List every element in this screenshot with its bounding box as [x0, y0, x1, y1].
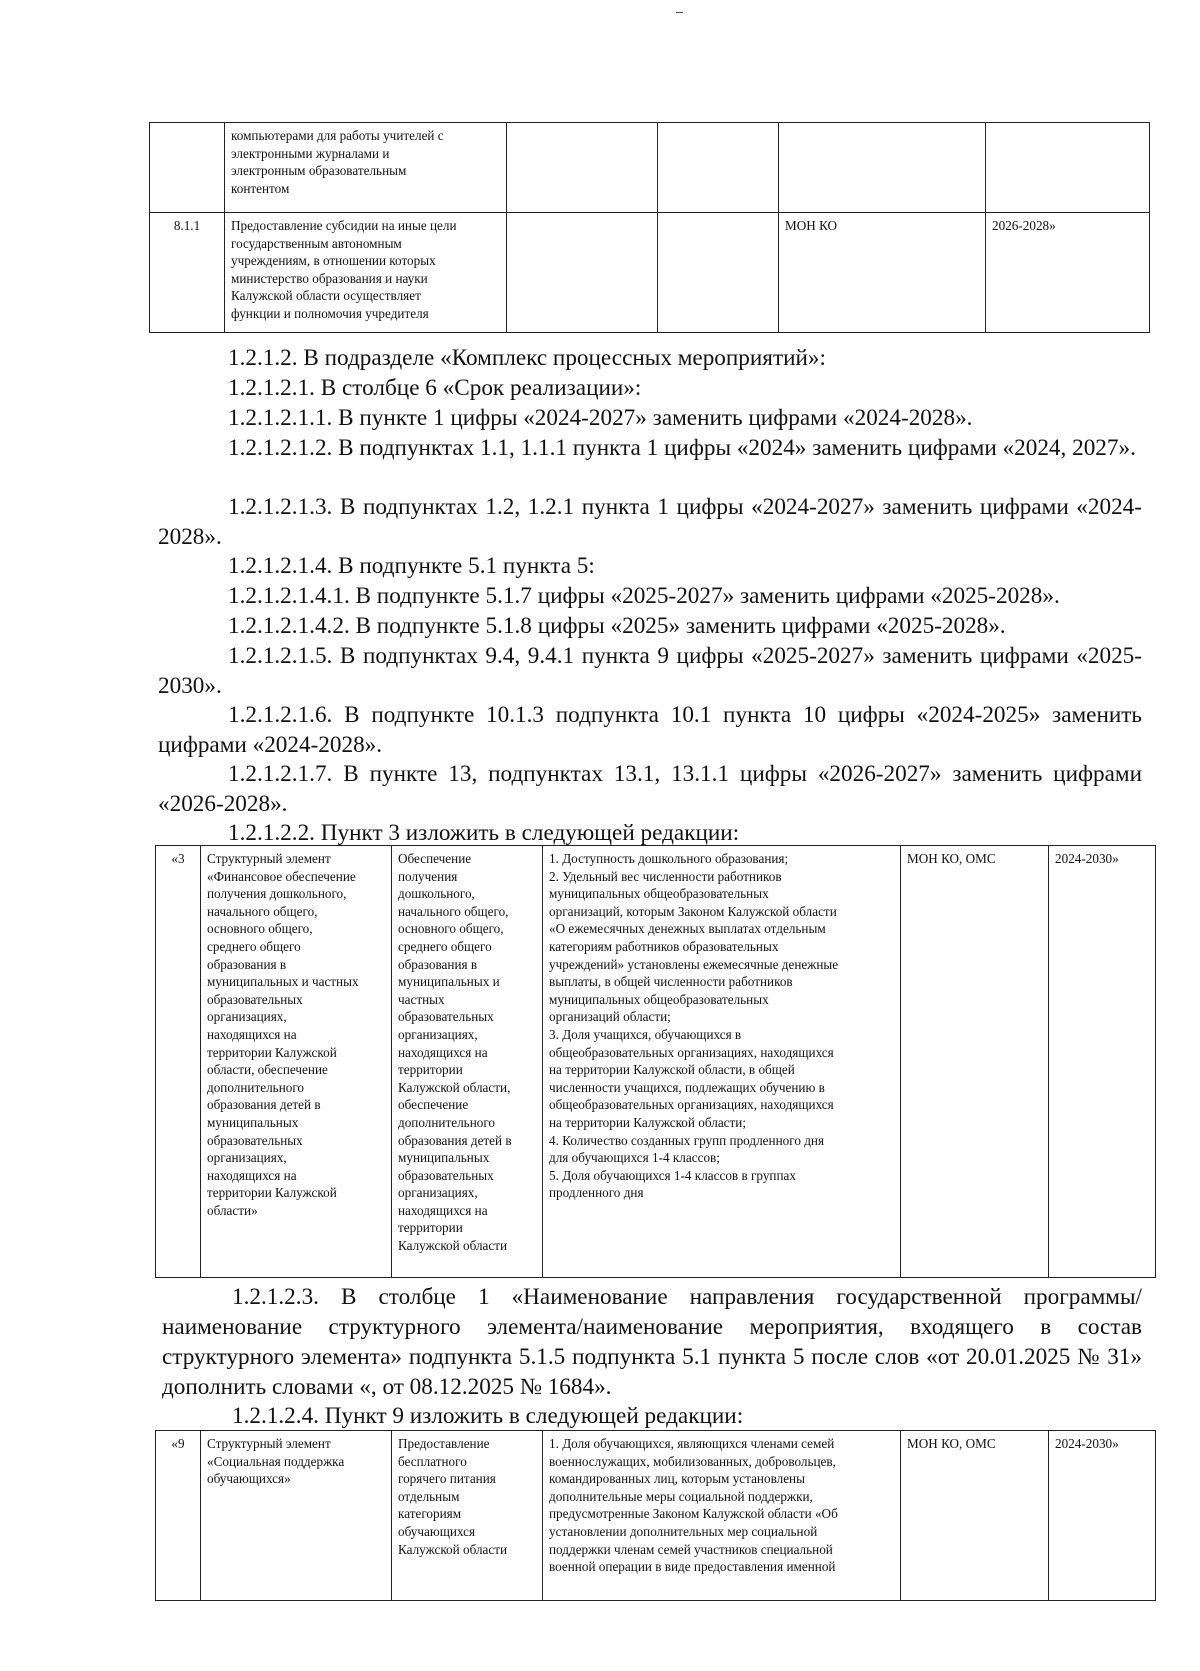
measure-name: Предоставление субсидии на иные цели государственным автономным учреждениям, в отношении которых министерство образования и науки Калужской области осуществляет функции и полномочия учредителя [225, 213, 507, 333]
task: Предоставление бесплатного горячего питания отдельным категориям обучающихся Калужской области [392, 1431, 543, 1601]
row-number: 8.1.1 [150, 213, 225, 333]
row-number: «3 [156, 846, 201, 1278]
indicators: 1. Доступность дошкольного образования; 2. Удельный вес численности работников муниципальных общеобразовательных организаций, которым Законом Калужской области «О ежемесячных денежных выплатах отдельным категориям работников образовательных учреждений» установлены ежемесячные денежные выплаты, в общей численности работников муниципальных общеобразовательных организаций области; 3. Доля учащихся, обучающихся в общеобразовательных организациях, находящихся на территории Калужской области, в общей численности учащихся, подлежащих обучению в общеобразовательных организациях, находящихся на территории Калужской области; 4. Количество созданных групп продленного дня для обучающихся 1-4 классов; 5. Доля обучающихся 1-4 классов в группах продленного дня [543, 846, 901, 1278]
paragraph: 1.2.1.2.1.5. В подпунктах 9.4, 9.4.1 пункта 9 цифры «2025-2027» заменить цифрами «2025-2030». [158, 643, 1142, 699]
period [986, 123, 1150, 213]
paragraph: 1.2.1.2.1.4. В подпункте 5.1 пункта 5: [228, 553, 595, 579]
period: 2026-2028» [986, 213, 1150, 333]
measure-name: компьютерами для работы учителей с электронными журналами и электронным образовательным контентом [225, 123, 507, 213]
structural-element: Структурный элемент «Финансовое обеспечение получения дошкольного, начального общего, основного общего, среднего общего образования в муниципальных и частных образовательных организациях, находящихся на территории Калужской области, обеспечение дополнительного образования детей в муниципальных образовательных организациях, находящихся на территории Калужской области» [201, 846, 392, 1278]
paragraph: 1.2.1.2.1.4.1. В подпункте 5.1.7 цифры «2025-2027» заменить цифрами «2025-2028». [228, 583, 1060, 609]
paragraph: 1.2.1.2.1. В столбце 6 «Срок реализации»: [228, 375, 642, 401]
indicators: 1. Доля обучающихся, являющихся членами семей военнослужащих, мобилизованных, добровольцев, командированных лиц, которым установлены дополнительные меры социальной поддержки, предусмотренные Законом Калужской области «Об установлении дополнительных мер социальной поддержки членам семей участников специальной военной операции в виде предоставления именной [543, 1431, 901, 1601]
table-row [150, 213, 1150, 333]
period: 2024-2030» [1049, 846, 1156, 1278]
table-item-3 [155, 845, 1156, 1278]
table-item-9 [155, 1430, 1156, 1601]
paragraph: 1.2.1.2. В подразделе «Комплекс процессных мероприятий»: [228, 345, 826, 371]
paragraph: 1.2.1.2.1.7. В пункте 13, подпунктах 13.1, 13.1.1 цифры «2026-2027» заменить цифрами «2026-2028». [158, 761, 1142, 817]
table-row [156, 846, 1156, 1278]
responsible [779, 123, 986, 213]
paragraph: 1.2.1.2.3. В столбце 1 «Наименование направления государственной программы/наименование структурного элемента/наименование мероприятия, входящего в состав структурного элемента» подпункта 5.1.5 подпункта 5.1 пункта 5 после слов «от 20.01.2025 № 31» дополнить словами «, от 08.12.2025 № 1684». [162, 1284, 1142, 1400]
table-row [156, 1431, 1156, 1601]
responsible: МОН КО, ОМС [901, 1431, 1049, 1601]
paragraph: 1.2.1.2.1.2. В подпунктах 1.1, 1.1.1 пункта 1 цифры «2024» заменить цифрами «2024, 2027». [228, 435, 1136, 461]
responsible: МОН КО, ОМС [901, 846, 1049, 1278]
table-row [150, 123, 1150, 213]
task: Обеспечение получения дошкольного, начального общего, основного общего, среднего общего образования в муниципальных и частных образовательных организациях, находящихся на территории Калужской области, обеспечение дополнительного образования детей в муниципальных образовательных организациях, находящихся на территории Калужской области [392, 846, 543, 1278]
row-number: «9 [156, 1431, 201, 1601]
empty-cell [658, 123, 779, 213]
table-measures-continued [149, 122, 1150, 333]
paragraph: 1.2.1.2.1.4.2. В подпункте 5.1.8 цифры «2025» заменить цифрами «2025-2028». [228, 613, 1006, 639]
paragraph: 1.2.1.2.2. Пункт 3 изложить в следующей редакции: [228, 820, 740, 846]
paragraph: 1.2.1.2.4. Пункт 9 изложить в следующей редакции: [232, 1403, 744, 1429]
responsible: МОН КО [779, 213, 986, 333]
structural-element: Структурный элемент «Социальная поддержка обучающихся» [201, 1431, 392, 1601]
paragraph: 1.2.1.2.1.1. В пункте 1 цифры «2024-2027» заменить цифрами «2024-2028». [228, 405, 973, 431]
empty-cell [507, 213, 658, 333]
empty-cell [507, 123, 658, 213]
paragraph: 1.2.1.2.1.3. В подпунктах 1.2, 1.2.1 пункта 1 цифры «2024-2027» заменить цифрами «2024-2028». [158, 494, 1142, 550]
page-mark-text: - [676, 2, 680, 13]
empty-cell [658, 213, 779, 333]
row-number [150, 123, 225, 213]
period: 2024-2030» [1049, 1431, 1156, 1601]
paragraph: 1.2.1.2.1.6. В подпункте 10.1.3 подпункта 10.1 пункта 10 цифры «2024-2025» заменить цифрами «2024-2028». [158, 702, 1142, 758]
